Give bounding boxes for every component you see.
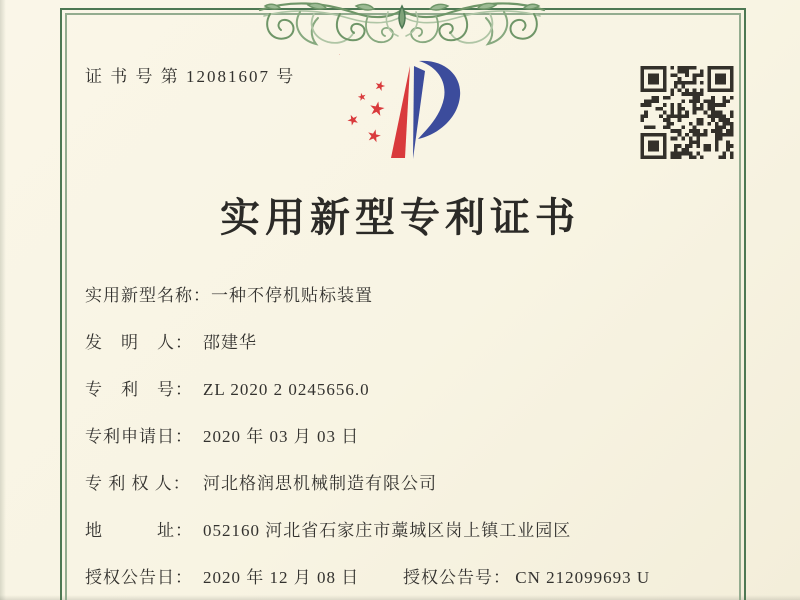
field-label: 发 明 人： (85, 333, 193, 352)
certificate-number: 证 书 号 第 12081607 号 (85, 67, 296, 86)
field-label: 专 利 号： (85, 380, 193, 399)
field-value: CN 212099693 U (515, 568, 651, 587)
patent-office-logo-icon (339, 54, 465, 166)
field-value: 河北格润思机械制造有限公司 (203, 474, 437, 493)
field-row-filing-date (85, 413, 745, 460)
field-row-name (85, 272, 745, 319)
field-value: ZL 2020 2 0245656.0 (203, 380, 370, 399)
field-value: 一种不停机贴标装置 (211, 286, 373, 305)
scrollwork-ornament-icon (256, 0, 548, 54)
field-row-address (85, 507, 745, 554)
field-row-grant (85, 554, 745, 600)
field-label: 专利申请日： (85, 427, 193, 446)
field-label: 地 址： (85, 521, 193, 540)
field-label: 授权公告日： (85, 568, 193, 587)
field-row-patentee (85, 460, 745, 507)
field-label: 专 利 权 人： (85, 474, 191, 493)
field-label: 实用新型名称： (85, 286, 211, 305)
field-value: 052160 河北省石家庄市藁城区岗上镇工业园区 (203, 521, 572, 540)
field-row-inventor (85, 319, 745, 366)
field-value: 2020 年 12 月 08 日 (203, 568, 360, 587)
field-value: 邵建华 (203, 333, 257, 352)
field-label: 授权公告号： (403, 568, 511, 587)
field-row-patent-no (85, 366, 745, 413)
scan-left-edge (0, 0, 6, 600)
field-value: 2020 年 03 月 03 日 (203, 427, 360, 446)
qr-code (638, 66, 736, 159)
field-pair-grant-no (403, 554, 650, 600)
certificate-title: 实用新型专利证书 (220, 195, 580, 240)
certificate-fields (85, 272, 745, 600)
